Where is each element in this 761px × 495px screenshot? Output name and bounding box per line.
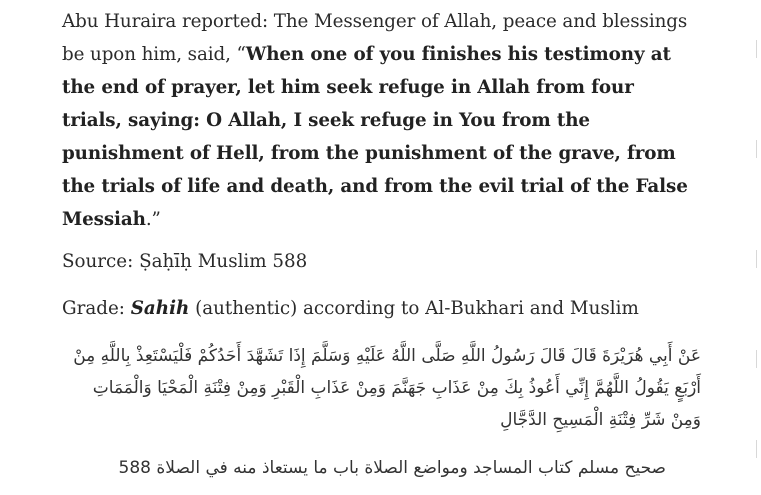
hadith-english-text	[62, 0, 692, 236]
page-edge-decoration	[743, 40, 761, 460]
hadith-article	[62, 0, 692, 319]
grade-label: Grade:	[62, 298, 131, 319]
source-label: Source:	[62, 251, 140, 272]
hadith-closing: .”	[145, 209, 161, 230]
grade-description: (authentic) according to Al-Bukhari and Muslim	[189, 298, 639, 319]
hadith-arabic-text: عَنْ أَبِي هُرَيْرَةَ قَالَ قَالَ رَسُولُ اللَّهِ صَلَّى اللَّهُ عَلَيْهِ وَسَلَّمَ إِذَا تَشَهَّدَ أَحَدُكُمْ فَلْيَسْتَعِذْ بِاللَّهِ مِنْ أَرْبَعٍ يَقُولُ اللَّهُمَّ إِنِّي أَعُوذُ بِكَ مِنْ عَذَابِ جَهَنَّمَ وَمِنْ عَذَابِ الْقَبْرِ وَمِنْ فِتْنَةِ الْمَحْيَا وَالْمَمَاتِ وَمِنْ شَرِّ فِتْنَةِ الْمَسِيحِ الدَّجَّالِ	[73, 346, 701, 430]
grade-value: Sahih	[130, 298, 190, 319]
source-text: Ṣaḥīḥ Muslim 588	[139, 251, 308, 272]
hadith-arabic-source: صحيح مسلم كتاب المساجد ومواضع الصلاة باب ما يستعاذ منه في الصلاة 588	[118, 458, 666, 478]
hadith-intro: Abu Huraira reported: The Messenger of Allah, peace and blessings be upon him, said, “	[62, 11, 688, 65]
hadith-quote: When one of you finishes his testimony at the end of prayer, let him seek refuge in Allah from four trials, saying: O Allah, I seek refuge in You from the punishment of Hell, from the punishment of the grave, from the trials of life and death, and from the evil trial of the False Messiah	[62, 44, 688, 230]
hadith-grade	[62, 295, 639, 323]
hadith-source	[62, 248, 307, 276]
